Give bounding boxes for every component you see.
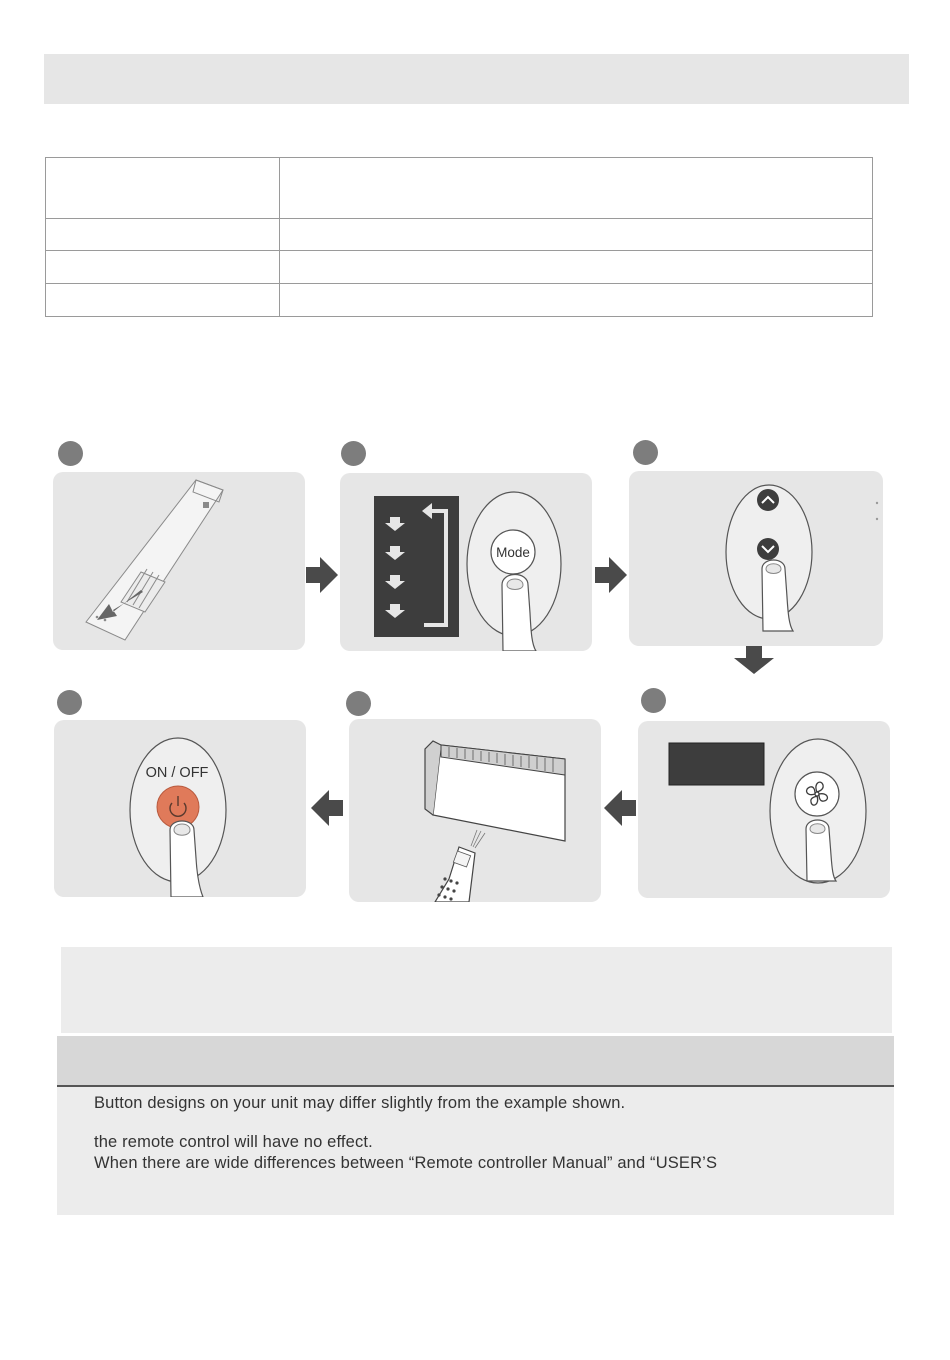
step-3-number (633, 440, 658, 465)
table-cell (280, 158, 873, 219)
section-header-band (44, 54, 909, 104)
spec-table (45, 157, 873, 317)
table-row (46, 218, 873, 250)
aim-remote-illustration (349, 719, 601, 902)
step-6-panel (54, 720, 306, 897)
arrow-down-icon (732, 644, 776, 676)
table-cell (46, 283, 280, 316)
on-off-illustration (54, 720, 306, 897)
step-4-panel (638, 721, 890, 898)
caution-header (57, 1036, 894, 1087)
step-1-panel (53, 472, 305, 650)
table-cell (46, 158, 280, 219)
arrow-right-icon (593, 555, 629, 595)
step-6-number (57, 690, 82, 715)
step-4-number (641, 688, 666, 713)
caution-line-1: Button designs on your unit may differ slightly from the example shown. (94, 1094, 626, 1112)
caution-line-2: the remote control will have no effect. (94, 1133, 373, 1151)
up-button (757, 489, 779, 511)
caution-line-3: When there are wide differences between “Remote controller Manual” and “USER’S (94, 1154, 718, 1172)
step-2-panel (340, 473, 592, 651)
step-5-panel (349, 719, 601, 902)
table-cell (280, 251, 873, 283)
table-cell (46, 218, 280, 250)
mode-illustration (340, 473, 592, 651)
arrow-left-icon (309, 788, 345, 828)
step-5-number (346, 691, 371, 716)
table-cell (46, 251, 280, 283)
table-cell (280, 218, 873, 250)
step-2-number (341, 441, 366, 466)
table-row (46, 283, 873, 316)
arrow-right-icon (304, 555, 340, 595)
insert-batteries-illustration (53, 472, 305, 650)
on-off-label: ON / OFF (145, 765, 209, 781)
step-3-panel (629, 471, 883, 646)
fan-illustration (638, 721, 890, 898)
step-1-number (58, 441, 83, 466)
note-band (61, 947, 892, 1033)
table-row (46, 158, 873, 219)
temp-buttons-illustration (629, 471, 883, 646)
arrow-left-icon (602, 788, 638, 828)
fan-button (795, 772, 839, 816)
mode-button-label: Mode (496, 545, 530, 560)
table-row (46, 251, 873, 283)
down-button (757, 538, 779, 560)
fan-display (669, 743, 764, 785)
table-cell (280, 283, 873, 316)
